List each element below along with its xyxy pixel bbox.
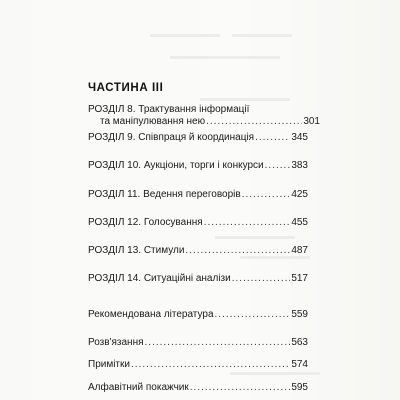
toc-entry-page: 487 — [291, 245, 308, 256]
toc-entry-notes — [88, 359, 308, 371]
part-title: ЧАСТИНА III — [88, 82, 164, 94]
toc-entry-chapter-11 — [88, 189, 308, 201]
toc-entry-label: РОЗДІЛ 14. Ситуаційні аналізи — [88, 273, 231, 284]
toc-entry-page: 345 — [291, 132, 308, 143]
leader-dots — [204, 217, 291, 229]
toc-entry-page: 517 — [291, 273, 308, 284]
toc-entry-page: 559 — [291, 309, 308, 320]
toc-entry-label: Розв'язання — [88, 337, 144, 348]
toc-entry-chapter-13 — [88, 245, 308, 257]
toc-entry-label: РОЗДІЛ 13. Стимули — [88, 245, 185, 256]
leader-dots — [206, 116, 302, 128]
toc-entry-label: РОЗДІЛ 9. Співпраця й координація — [88, 132, 255, 143]
toc-entry-page: 455 — [291, 217, 308, 228]
leader-dots — [242, 189, 291, 201]
toc-entry-page: 383 — [291, 160, 308, 171]
toc-entry-page: 425 — [291, 189, 308, 200]
table-of-contents — [88, 0, 320, 400]
toc-entry-page: 574 — [291, 359, 308, 370]
toc-entry-label: РОЗДІЛ 10. Аукціони, торги і конкурси — [88, 160, 264, 171]
leader-dots — [190, 382, 291, 394]
leader-dots — [265, 160, 291, 172]
toc-entry-chapter-10 — [88, 160, 308, 172]
toc-entry-label: РОЗДІЛ 12. Голосування — [88, 217, 203, 228]
toc-entry-label: РОЗДІЛ 8. Трактування інформації — [88, 104, 250, 115]
toc-entry-page: 301 — [303, 116, 320, 127]
toc-entry-index — [88, 382, 308, 394]
toc-entry-label: РОЗДІЛ 11. Ведення переговорів — [88, 189, 241, 200]
toc-entry-label: Алфавітний покажчик — [88, 382, 189, 393]
leader-dots — [215, 309, 291, 321]
toc-entry-label-continued: та маніпулювання нею — [100, 116, 206, 127]
toc-entry-label: Примітки — [88, 359, 130, 370]
toc-entry-chapter-14 — [88, 273, 308, 285]
toc-entry-chapter-9 — [88, 132, 308, 144]
toc-entry-chapter-12 — [88, 217, 308, 229]
toc-entry-page: 595 — [291, 382, 308, 393]
leader-dots — [131, 359, 290, 371]
leader-dots — [185, 245, 290, 257]
leader-dots — [255, 132, 290, 144]
toc-entry-chapter-8 — [88, 104, 320, 128]
toc-entry-label: Рекомендована література — [88, 309, 214, 320]
toc-entry-page: 563 — [291, 337, 308, 348]
leader-dots — [145, 337, 291, 349]
leader-dots — [232, 273, 291, 285]
toc-entry-recommended-reading — [88, 309, 308, 321]
toc-entry-solutions — [88, 337, 308, 349]
